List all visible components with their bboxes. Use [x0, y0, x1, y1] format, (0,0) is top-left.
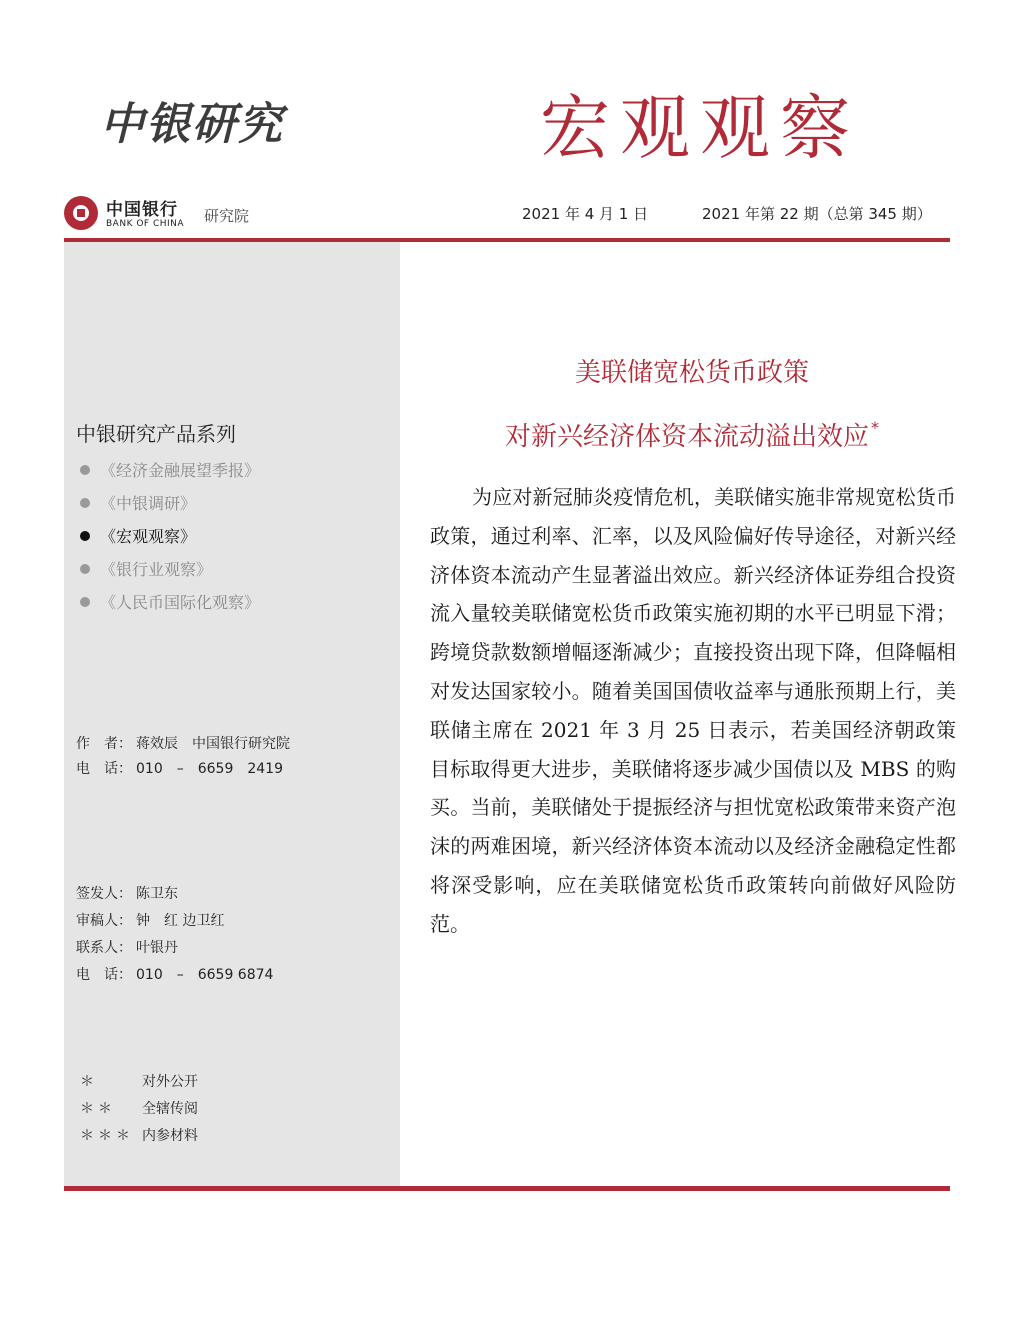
bullet-icon [80, 597, 90, 607]
product-item[interactable]: 《经济金融展望季报》 [80, 458, 260, 481]
contact-row: 联系人： 叶银丹 [76, 940, 178, 956]
author-phone-row: 电 话： 010 – 6659 2419 [76, 761, 283, 777]
bank-of-china-logo-icon [64, 196, 98, 230]
product-item[interactable]: 《银行业观察》 [80, 557, 212, 580]
bullet-icon [80, 564, 90, 574]
products-heading: 中银研究产品系列 [76, 422, 236, 446]
institute-label: 研究院 [204, 207, 250, 225]
bullet-icon [80, 531, 90, 541]
access-level-row: ＊＊ 全辖传阅 [80, 1101, 198, 1117]
article-title-line2: 对新兴经济体资本流动溢出效应 * [504, 418, 879, 452]
author-row: 作 者： 蒋效辰 中国银行研究院 [76, 736, 290, 752]
brand-logo: 中银研究 [100, 99, 284, 150]
access-level-row: ＊ 对外公开 [80, 1074, 198, 1090]
publication-date: 2021 年 4 月 1 日 [522, 205, 649, 223]
article-title-line1: 美联储宽松货币政策 [574, 358, 809, 388]
bank-name-en: BANK OF CHINA [106, 219, 185, 229]
product-item[interactable]: 《人民币国际化观察》 [80, 590, 260, 613]
bullet-icon [80, 465, 90, 475]
contact-phone-row: 电 话： 010 – 6659 6874 [76, 967, 274, 983]
bank-name-cn: 中国银行 [106, 200, 178, 220]
title-footnote-mark: * [871, 418, 879, 437]
issuer-row: 签发人： 陈卫东 [76, 886, 178, 902]
issue-number: 2021 年第 22 期（总第 345 期） [702, 205, 932, 223]
footer-divider [64, 1186, 950, 1191]
product-item-active[interactable]: 《宏观观察》 [80, 524, 196, 547]
article-abstract: 为应对新冠肺炎疫情危机，美联储实施非常规宽松货币政策，通过利率、汇率，以及风险偏好传导途径，对新兴经济体资本流动产生显著溢出效应。新兴经济体证券组合投资流入量较美联储宽松货币政策实施初期的水平已明显下滑；跨境贷款数额增幅逐渐减少；直接投资出现下降，但降幅相对发达国家较小。随着美国国债收益率与通胀预期上行，美联储主席在 2021 年 3 月 25 日表示，若美国经济朝政策目标取得更大进步，美联储将逐步减少国债以及 MBS 的购买。当前，美联储处于提振经济与担忧宽松政策带来资产泡沫的两难困境，新兴经济体资本流动以及经济金融稳定性都将深受影响，应在美联储宽松货币政策转向前做好风险防范。 [430, 485, 956, 936]
series-title: 宏观观察 [540, 87, 860, 169]
access-level-row: ＊＊＊ 内参材料 [80, 1128, 198, 1144]
bullet-icon [80, 498, 90, 508]
sidebar-panel [64, 242, 400, 1186]
product-item[interactable]: 《中银调研》 [80, 491, 196, 514]
reviewers-row: 审稿人： 钟 红 边卫红 [76, 913, 225, 929]
